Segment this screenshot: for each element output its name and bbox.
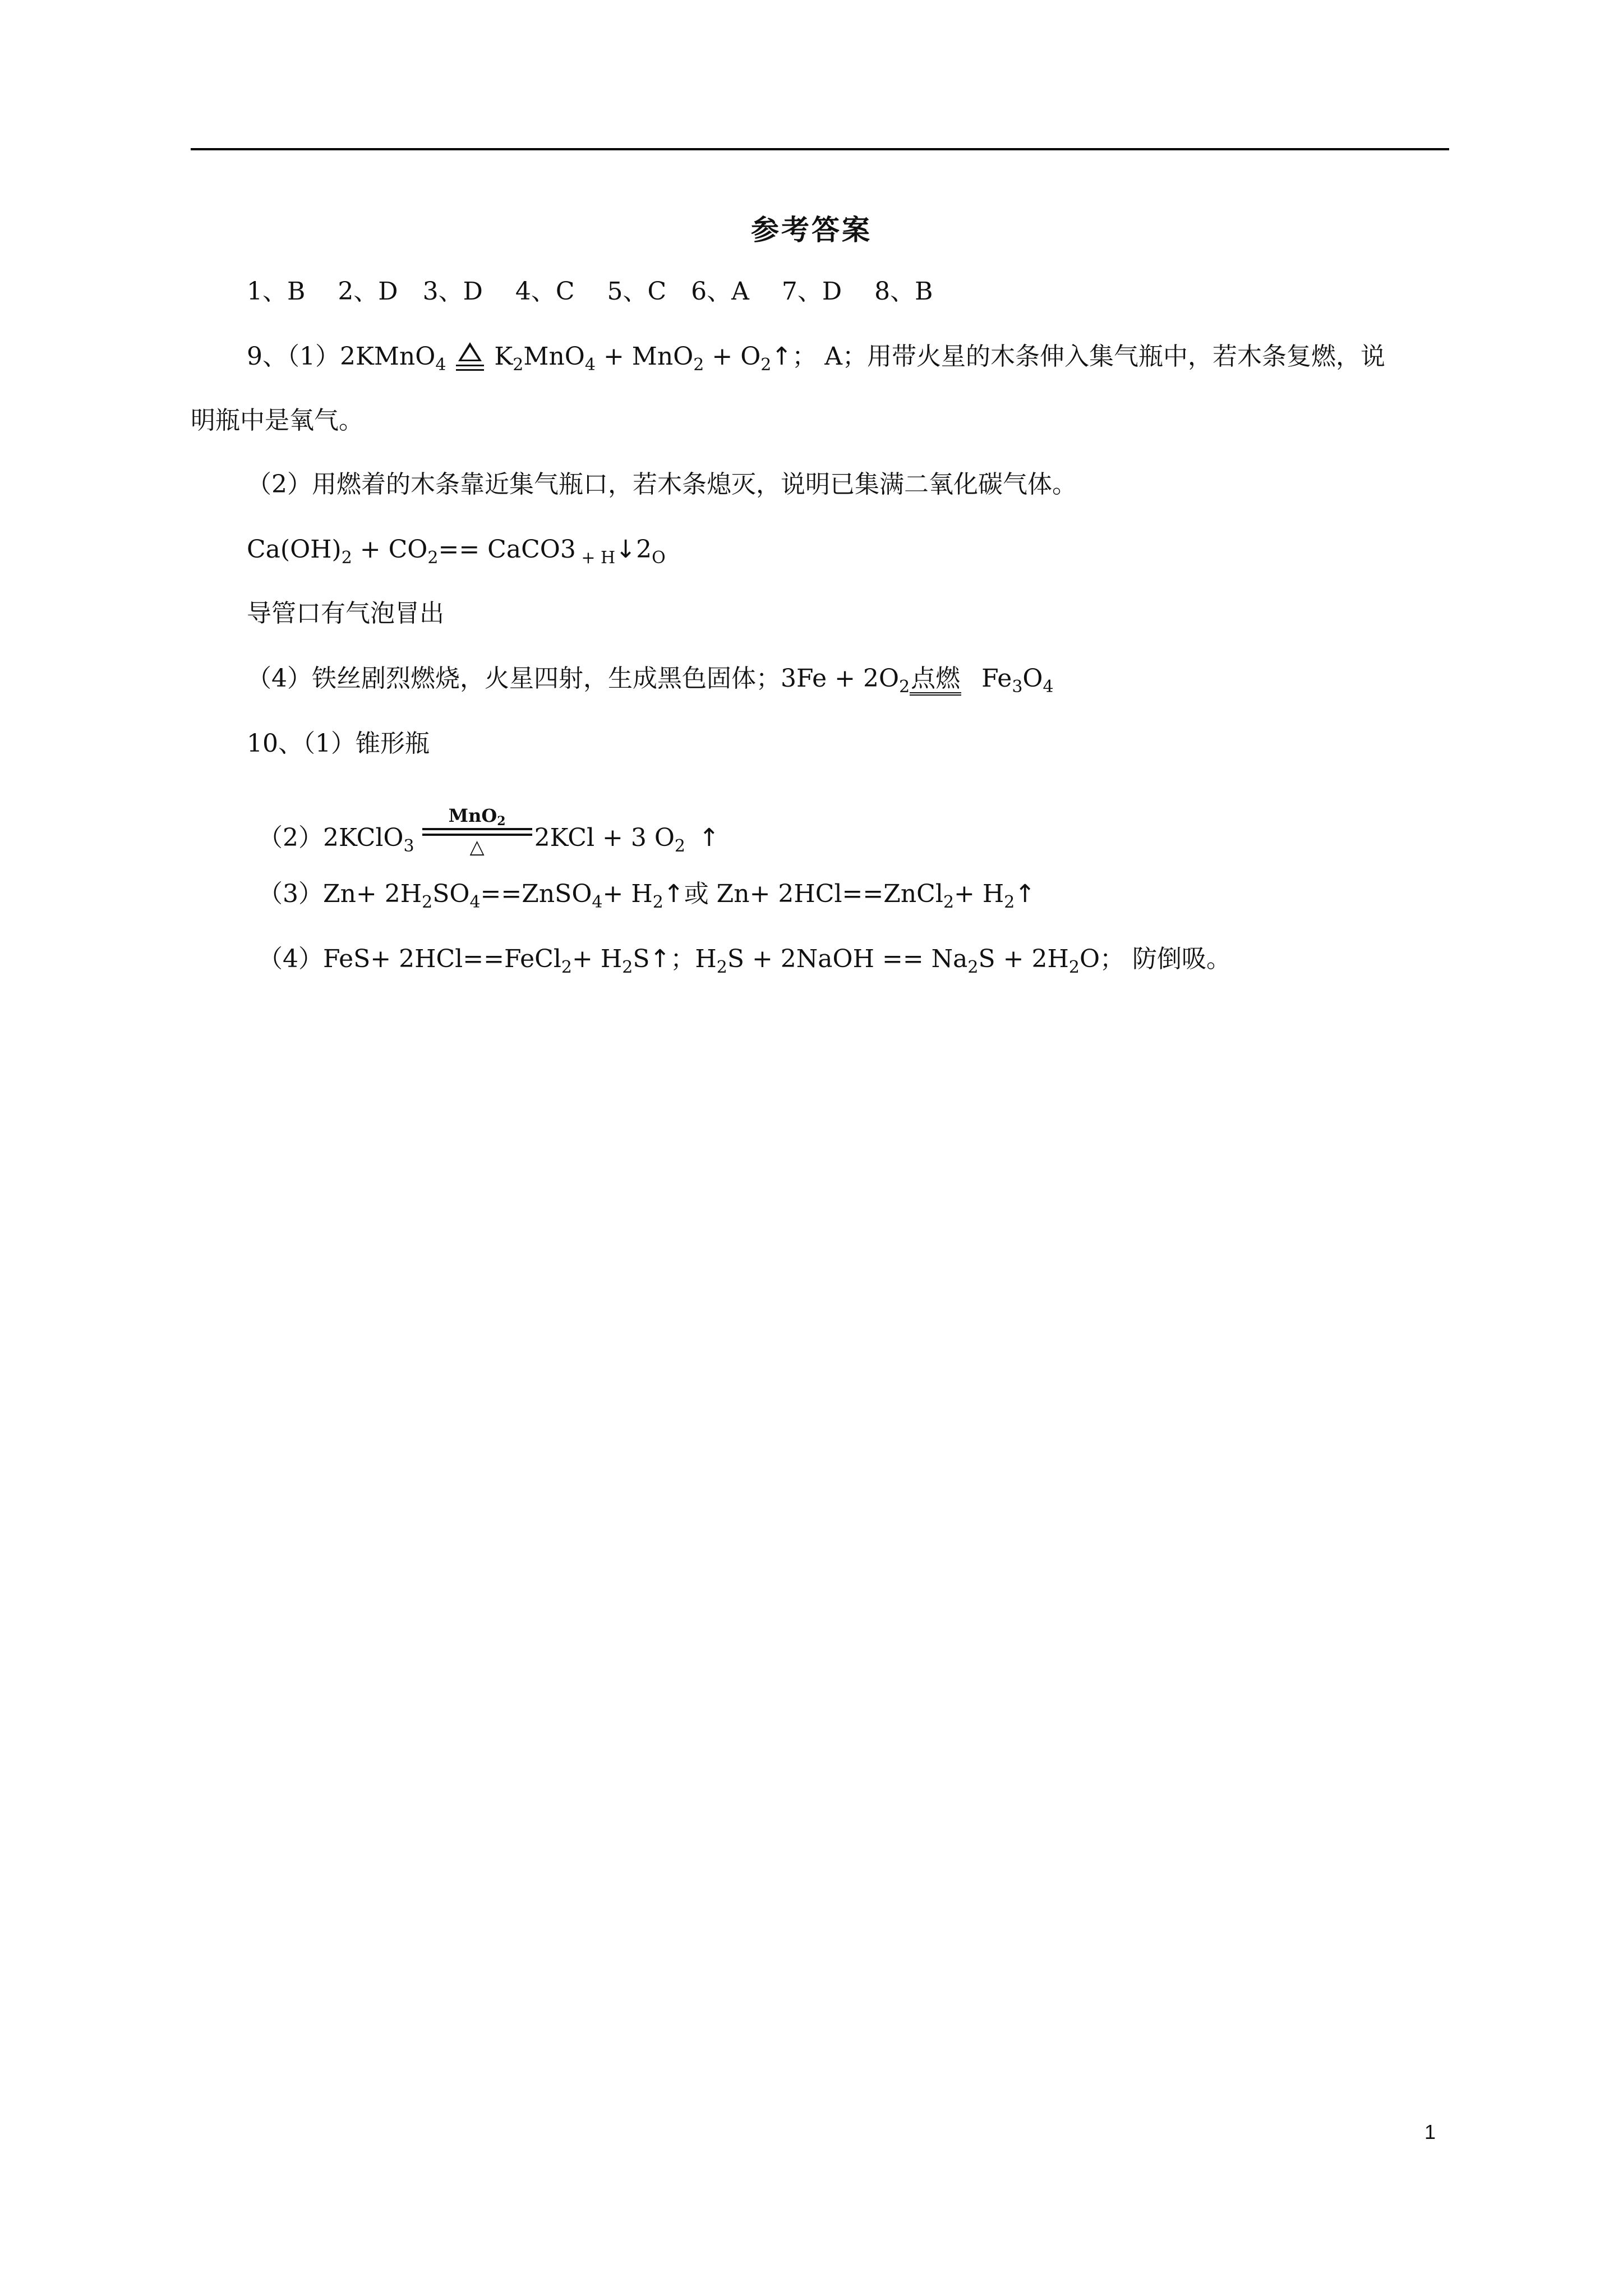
q9-part4-line: （4）铁丝剧烈燃烧，火星四射，生成黑色固体；$3Fe + 2O_2$点燃 $Fe_3O_4$ — [247, 664, 1054, 697]
catalyst-condition: MnO2 △ — [422, 808, 532, 858]
heating-condition-icon — [456, 341, 484, 372]
q9-part1-text: ； A；用带火星的木条伸入集气瓶中，若木条复燃，说 — [792, 342, 1386, 371]
gas-arrow-icon: ↑ — [649, 945, 671, 973]
q9-part1-cont: 明瓶中是氧气。 — [191, 406, 363, 435]
gas-arrow-icon: ↑ — [699, 823, 720, 852]
page-title: 参考答案 — [751, 213, 872, 246]
q10-part2-line: （2）2KClO$_3$ MnO2 △ 2KCl + 3 $O_2$ ↑ — [258, 805, 720, 858]
precipitate-arrow-icon: ↓ — [615, 535, 637, 564]
q9-part3: 导管口有气泡冒出 — [247, 599, 444, 628]
q9-part1-label: 9、（1） — [247, 342, 340, 371]
q9-part1-reactant: 2KMnO — [340, 342, 436, 371]
q9-part1-line: 9、（1）2KMnO$_4$ $K_2MnO_4 + MnO_2$ + $O_2↑$； A；用带火星的木条伸入集气瓶中，若木条复燃，说 — [247, 342, 1386, 375]
header-rule — [191, 148, 1449, 150]
gas-arrow-icon: ↑ — [1015, 880, 1036, 908]
ignite-condition: 点燃 — [910, 665, 961, 696]
gas-arrow-icon: ↑ — [663, 880, 684, 908]
gas-arrow-icon: ↑ — [771, 342, 792, 371]
q9-part2-equation: $Ca(OH)_2 + CO_2==$ CaCO3 $_{+ H}↓2_O$ — [247, 535, 666, 568]
q10-part4-line: （4）FeS+ 2HCl==FeCl$_2$+ $H_2S↑$；$H_2S$ + 2NaOH == $Na_2S + 2H_2O$； 防倒吸。 — [258, 945, 1232, 977]
q9-part2: （2）用燃着的木条靠近集气瓶口，若木条熄灭，说明已集满二氧化碳气体。 — [247, 470, 1077, 499]
q10-part3-line: $(3)Zn+ 2H_2SO_4==ZnSO_4+$ $H_2↑$或 Zn+ 2HCl==ZnCl$_2$+ $H_2↑$ — [258, 880, 1036, 912]
page-number: 1 — [1424, 2120, 1436, 2143]
q10-part1: 10、（1）锥形瓶 — [247, 729, 430, 758]
heating-condition-icon: △ — [469, 836, 485, 858]
q9-part1-reactant-sub: 4 — [435, 355, 446, 375]
choice-answers: 1、B 2、D 3、D 4、C 5、C 6、A 7、D 8、B — [247, 277, 933, 306]
